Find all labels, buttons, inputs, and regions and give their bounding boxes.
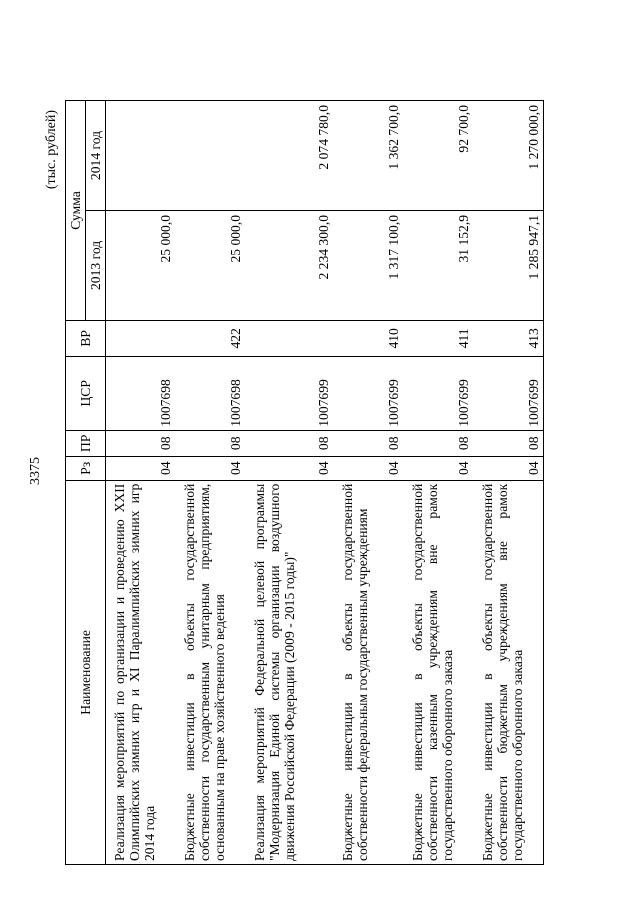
row-2013: 2 234 300,0	[246, 210, 334, 320]
row-pr: 08	[334, 430, 404, 456]
row-pr: 08	[176, 430, 246, 456]
table-row	[404, 101, 474, 865]
row-2013: 31 152,9	[404, 210, 474, 320]
row-2013: 25 000,0	[106, 210, 176, 320]
row-name: Бюджетные инвестиции в объекты государственной собственности федеральным государственным учреждениям	[334, 480, 404, 864]
table-row	[176, 101, 246, 865]
row-2014	[106, 101, 176, 211]
row-2014	[176, 101, 246, 211]
row-name: Реализация мероприятий по организации и проведению XXII Олимпийских зимних игр и XI Паралимпийских зимних игр 2014 года	[106, 480, 176, 864]
row-2013: 25 000,0	[176, 210, 246, 320]
row-rz: 04	[404, 456, 474, 480]
row-vr: 411	[404, 320, 474, 356]
table-row	[334, 101, 404, 865]
row-name: Бюджетные инвестиции в объекты государственной собственности казенным учреждениям вне рамок государственного оборонного заказа	[404, 480, 474, 864]
row-2014: 1 362 700,0	[334, 101, 404, 211]
row-name: Бюджетные инвестиции в объекты государственной собственности государственным унитарным предприятиям, основанным на праве хозяйственного ведения	[176, 480, 246, 864]
row-pr: 08	[474, 430, 544, 456]
row-rz: 04	[176, 456, 246, 480]
row-vr: 413	[474, 320, 544, 356]
row-csr: 1007699	[334, 356, 404, 430]
row-csr: 1007698	[106, 356, 176, 430]
row-csr: 1007699	[474, 356, 544, 430]
row-vr: 422	[176, 320, 246, 356]
table-row	[474, 101, 544, 865]
budget-table	[65, 100, 544, 865]
header-2013: 2013 год	[86, 210, 106, 320]
units-note: (тыс. рублей)	[44, 110, 59, 190]
page-number: 3375	[28, 457, 43, 485]
row-rz: 04	[246, 456, 334, 480]
row-rz: 04	[474, 456, 544, 480]
header-vr: ВР	[66, 320, 106, 356]
header-name: Наименование	[66, 480, 106, 864]
header-rz: Рз	[66, 456, 106, 480]
header-pr: ПР	[66, 430, 106, 456]
row-rz: 04	[106, 456, 176, 480]
row-2014: 2 074 780,0	[246, 101, 334, 211]
header-csr: ЦСР	[66, 356, 106, 430]
row-2014: 1 270 000,0	[474, 101, 544, 211]
row-pr: 08	[106, 430, 176, 456]
row-vr: 410	[334, 320, 404, 356]
table-row	[246, 101, 334, 865]
row-pr: 08	[246, 430, 334, 456]
row-vr	[106, 320, 176, 356]
row-2013: 1 285 947,1	[474, 210, 544, 320]
row-name: Реализация мероприятий Федеральной целевой программы "Модернизация Единой системы организации воздушного движения Российской Федерации (2009 - 2015 годы)"	[246, 480, 334, 864]
table-row	[106, 101, 176, 865]
row-pr: 08	[404, 430, 474, 456]
header-sum: Сумма	[66, 101, 86, 321]
row-csr: 1007699	[404, 356, 474, 430]
row-2013: 1 317 100,0	[334, 210, 404, 320]
row-csr: 1007699	[246, 356, 334, 430]
row-csr: 1007698	[176, 356, 246, 430]
row-rz: 04	[334, 456, 404, 480]
row-2014: 92 700,0	[404, 101, 474, 211]
row-name: Бюджетные инвестиции в объекты государственной собственности бюджетным учреждениям вне рамок государственного оборонного заказа	[474, 480, 544, 864]
header-2014: 2014 год	[86, 101, 106, 211]
row-vr	[246, 320, 334, 356]
